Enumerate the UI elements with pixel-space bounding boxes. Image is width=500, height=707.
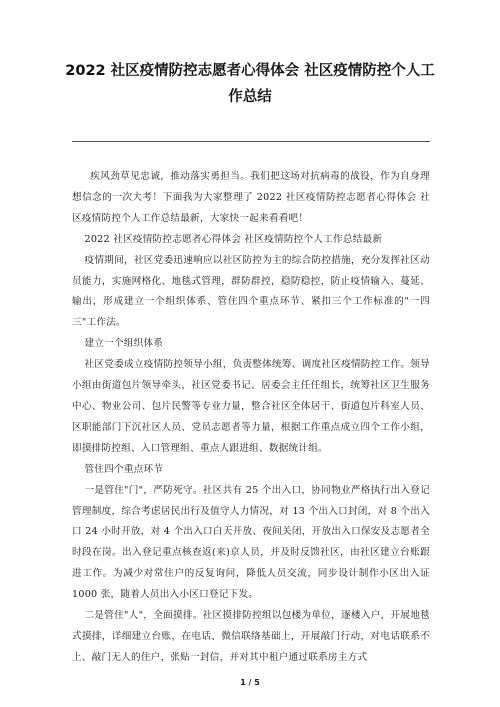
body-paragraph: 社区党委成立疫情防控领导小组，负责整体统筹、调度社区疫情防控工作。领导小组由街道包片领导牵头，社区党委书记、居委会主任任组长，统筹社区卫生服务中心、物业公司、包片民警等专业力量，整合社区全体居干、街道包片科室人员、区职能部门下沉社区人员、党员志愿者等力量，根据工作重点成立四个工作小组，即摸排防控组、入口管理组、重点人跟进组、数据统计组。 — [72, 359, 430, 454]
subsection-heading: 建立一个组织体系 — [84, 338, 164, 350]
subsection-heading: 管住四个重点环节 — [84, 463, 164, 475]
body-paragraph: 二是管住"人"，全面摸排。社区摸排防控组以包楼为单位，逐楼入户，开展地毯式摸排，详细建立台账，在电话、微信联络基础上，开展敲门行动，对电话联系不上、敲门无人的住户，张贴一封信，并对其中租户通过联系房主方式 — [72, 610, 430, 663]
document-title: 2022 社区疫情防控志愿者心得体会 社区疫情防控个人工作总结 — [65, 63, 435, 105]
page-number: 1 / 5 — [240, 678, 260, 687]
section-heading: 2022 社区疫情防控志愿者心得体会 社区疫情防控个人工作总结最新 — [84, 233, 383, 245]
document-body — [72, 167, 430, 669]
intro-paragraph: 疾风劲草见忠诚，推动落实勇担当。我们把这场对抗病毒的战役，作为自身理想信念的一次大考！下面我为大家整理了 2022 社区疫情防控志愿者心得体会 社区疫情防控个人工作总结最新，大家快一起来看看吧！ — [72, 171, 430, 224]
body-paragraph: 疫情期间，社区党委迅速响应以社区防控为主的综合防控措施，充分发挥社区动员能力，实施网格化、地毯式管理，群防群控，稳防稳控，防止疫情输入、蔓延、输出，形成建立一个组织体系、管住四个重点环节、紧扣三个工作标准的"一四三"工作法。 — [72, 254, 430, 329]
title-divider — [72, 141, 430, 142]
body-paragraph: 一是管住"门"，严防死守。社区共有 25 个出入口，协同物业严格执行出入登记管理制度，综合考虑居民出行及值守人力情况，对 13 个出入口封闭，对 8 个出入口 24 小时开放，对 4 个出入口白天开放、夜间关闭，开放出入口保安及志愿者全时段在岗。出入登记重点核查返(来)京人员，并及时反馈社区，由社区建立台账跟进工作。为减少对常住户的反复询问，降低人员交流，同步设计制作小区出入证 1000 张，随着人员出入小区口登记下发。 — [72, 484, 430, 601]
